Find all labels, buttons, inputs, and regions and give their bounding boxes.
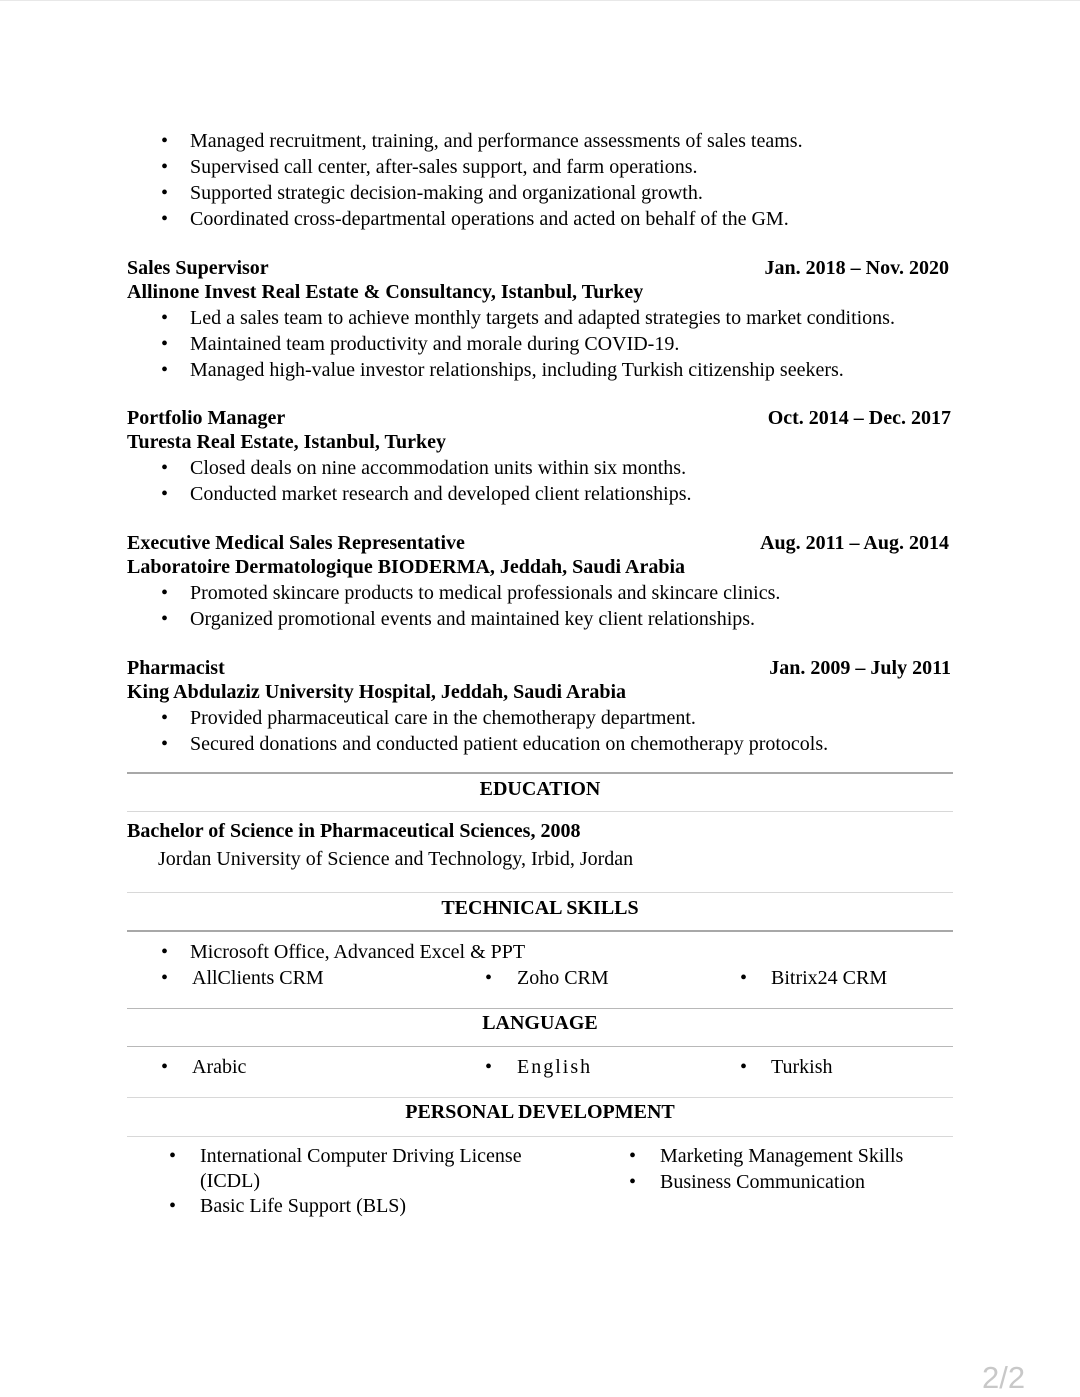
page-top-border [0, 0, 1080, 1]
section-heading-technical-skills: TECHNICAL SKILLS [441, 897, 639, 919]
bullet: • [740, 1056, 748, 1078]
section-divider [127, 1097, 953, 1098]
bullet: • [629, 1145, 637, 1167]
development-item: Marketing Management Skills [660, 1145, 904, 1167]
job-title: Executive Medical Sales Representative [127, 532, 465, 554]
job-dates: Jan. 2009 – July 2011 [769, 657, 951, 679]
bullet: • [161, 967, 169, 989]
section-divider [127, 930, 953, 932]
bullet: • [485, 1056, 493, 1078]
job-dates: Jan. 2018 – Nov. 2020 [764, 257, 949, 279]
continued-duties-list [190, 128, 803, 232]
list-item: • Led a sales team to achieve monthly targets and adapted strategies to market conditions. [190, 305, 895, 331]
job-organization: Laboratoire Dermatologique BIODERMA, Jeddah, Saudi Arabia [127, 556, 685, 578]
section-divider [127, 772, 953, 774]
job-duties-list [190, 305, 895, 383]
job-dates: Oct. 2014 – Dec. 2017 [767, 407, 951, 429]
list-item: • Secured donations and conducted patient education on chemotherapy protocols. [190, 731, 828, 757]
skill-item: Zoho CRM [517, 967, 609, 989]
list-item: • Conducted market research and developed client relationships. [190, 481, 691, 507]
school: Jordan University of Science and Technology, Irbid, Jordan [158, 848, 634, 870]
bullet: • [485, 967, 493, 989]
list-item: • Coordinated cross-departmental operations and acted on behalf of the GM. [190, 206, 803, 232]
language-item: Arabic [192, 1056, 247, 1078]
list-item: • Organized promotional events and maintained key client relationships. [190, 606, 780, 632]
bullet: • [161, 1056, 169, 1078]
list-item: • Managed high-value investor relationships, including Turkish citizenship seekers. [190, 357, 895, 383]
bullet: • [169, 1195, 177, 1217]
job-organization: Allinone Invest Real Estate & Consultancy, Istanbul, Turkey [127, 281, 644, 303]
list-item: • Managed recruitment, training, and performance assessments of sales teams. [190, 128, 803, 154]
development-item: Basic Life Support (BLS) [200, 1195, 407, 1217]
list-item: • Supported strategic decision-making and organizational growth. [190, 180, 803, 206]
section-heading-personal-development: PERSONAL DEVELOPMENT [405, 1101, 675, 1123]
skill-item: Bitrix24 CRM [771, 967, 888, 989]
job-duties-list [190, 455, 691, 507]
list-item: • Supervised call center, after-sales support, and farm operations. [190, 154, 803, 180]
job-dates: Aug. 2011 – Aug. 2014 [760, 532, 949, 554]
bullet: • [161, 941, 169, 963]
development-item-continued: (ICDL) [200, 1170, 260, 1192]
list-item: • Maintained team productivity and morale during COVID-19. [190, 331, 895, 357]
job-organization: King Abdulaziz University Hospital, Jeddah, Saudi Arabia [127, 681, 626, 703]
job-title: Sales Supervisor [127, 257, 269, 279]
bullet: • [740, 967, 748, 989]
development-item: Business Communication [660, 1171, 865, 1193]
page-number: 2/2 [982, 1360, 1026, 1395]
language-item: English [517, 1056, 593, 1078]
section-divider [127, 811, 953, 812]
section-divider [127, 1046, 953, 1047]
list-item: • Provided pharmaceutical care in the chemotherapy department. [190, 705, 828, 731]
skill-item: Microsoft Office, Advanced Excel & PPT [190, 941, 526, 963]
job-title: Pharmacist [127, 657, 225, 679]
list-item: • Closed deals on nine accommodation units within six months. [190, 455, 691, 481]
section-heading-education: EDUCATION [479, 778, 601, 800]
development-item: International Computer Driving License [200, 1145, 522, 1167]
job-duties-list [190, 705, 828, 757]
section-divider [127, 1008, 953, 1009]
bullet: • [169, 1145, 177, 1167]
language-item: Turkish [771, 1056, 833, 1078]
skill-item: AllClients CRM [192, 967, 324, 989]
job-title: Portfolio Manager [127, 407, 286, 429]
list-item: • Promoted skincare products to medical professionals and skincare clinics. [190, 580, 780, 606]
section-heading-language: LANGUAGE [482, 1012, 598, 1034]
section-divider [127, 892, 953, 893]
job-organization: Turesta Real Estate, Istanbul, Turkey [127, 431, 446, 453]
degree: Bachelor of Science in Pharmaceutical Sciences, 2008 [127, 820, 581, 842]
job-duties-list [190, 580, 780, 632]
section-divider [127, 1136, 953, 1137]
bullet: • [629, 1171, 637, 1193]
